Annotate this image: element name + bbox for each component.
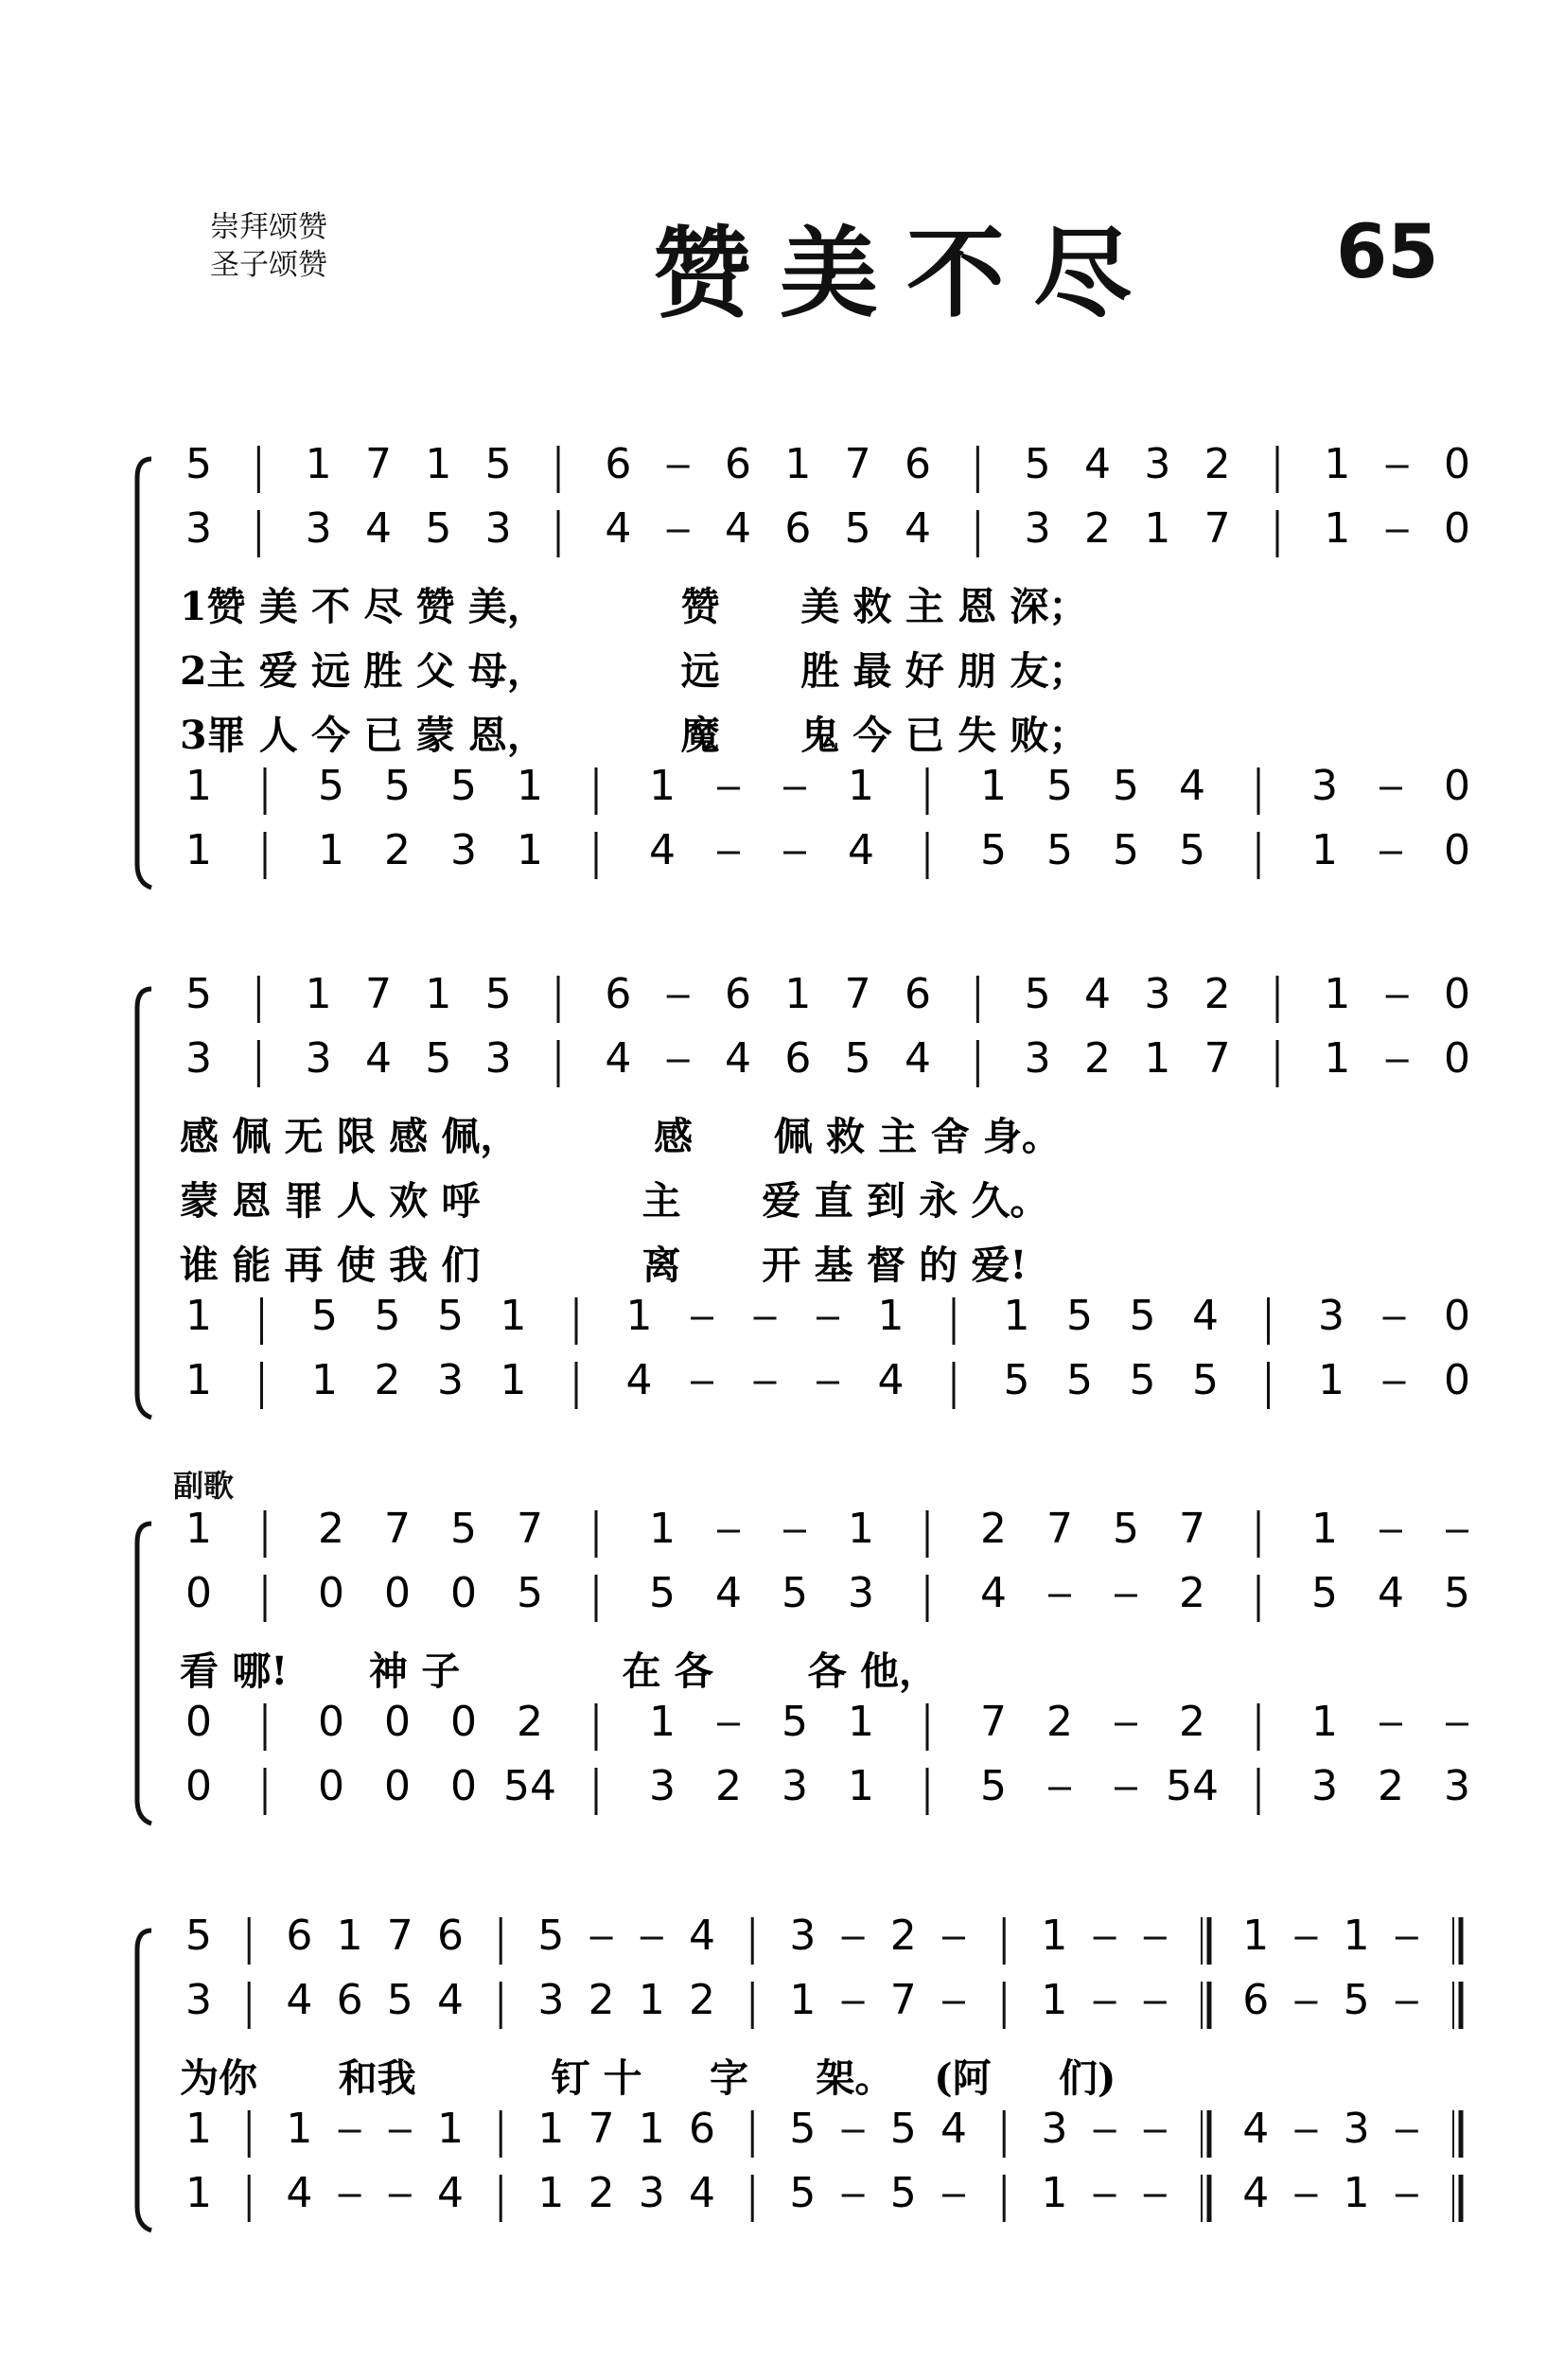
note-number: 7 [384, 1505, 411, 1553]
note-number: 1 [425, 970, 452, 1018]
note-number: 5 [1046, 762, 1073, 810]
note-number: 5 [889, 2105, 917, 2153]
note-number: 5 [318, 762, 344, 810]
note-number: 2 [1378, 1762, 1404, 1810]
note-number: 5 [1311, 1569, 1338, 1617]
note-number: 3 [1041, 2105, 1068, 2153]
note-number: 5 [844, 1034, 871, 1083]
note-number: 4 [437, 1976, 464, 2024]
note-number: 1 [649, 1698, 676, 1746]
note-number: 1 [1324, 1034, 1351, 1083]
note-number: 5 [425, 504, 452, 553]
note-number: 1 [500, 1356, 527, 1404]
note-number: 3 [437, 1356, 464, 1404]
note-number: 5 [386, 1976, 413, 2024]
note-number: 1 [318, 826, 344, 874]
note-number: 7 [1179, 1505, 1205, 1553]
note-number: 3 [305, 1034, 332, 1083]
note-number: 3 [789, 1912, 817, 1960]
note-number: 4 [940, 2105, 967, 2153]
note-number: 0 [1444, 826, 1470, 874]
lyric-line: 1赞 美 不 尽 赞 美， 赞 美 救 主 恩 深； [180, 584, 1088, 629]
note-number: 1 [336, 1912, 363, 1960]
note-number: 2 [1204, 970, 1231, 1018]
system-bracket [137, 459, 151, 888]
note-number: 7 [588, 2105, 615, 2153]
note-number: 5 [980, 1762, 1007, 1810]
note-number: 5 [450, 762, 477, 810]
note-number: 1 [1041, 1912, 1068, 1960]
note-number: 5 [1024, 970, 1051, 1018]
note-number: 1 [537, 2169, 565, 2217]
note-number: 6 [1242, 1976, 1270, 2024]
note-number: 2 [318, 1505, 344, 1553]
note-number: 6 [725, 440, 751, 488]
note-number: 1 [1144, 1034, 1171, 1083]
note-number: 5 [1003, 1356, 1030, 1404]
note-number: 1 [185, 2169, 212, 2217]
note-number: 0 [384, 1762, 411, 1810]
note-number: 4 [286, 1976, 313, 2024]
note-number: 4 [725, 1034, 751, 1083]
note-number: 5 [1129, 1356, 1156, 1404]
note-number: 1 [649, 762, 676, 810]
note-number: 6 [605, 440, 632, 488]
note-number: 3 [185, 1034, 212, 1083]
note-number: 1 [185, 762, 212, 810]
note-number: 7 [1204, 1034, 1231, 1083]
note-number: 2 [689, 1976, 715, 2024]
note-number: 2 [1084, 504, 1111, 553]
note-number: 6 [905, 440, 931, 488]
note-number: 6 [689, 2105, 715, 2153]
note-number: 7 [365, 440, 392, 488]
note-number: 4 [605, 1034, 632, 1083]
note-number: 4 [1242, 2169, 1270, 2217]
note-number: 3 [1444, 1762, 1470, 1810]
note-number: 1 [286, 2105, 313, 2153]
note-number: 5 [1113, 826, 1139, 874]
note-number: 0 [1444, 762, 1470, 810]
note-number: 2 [1084, 1034, 1111, 1083]
note-number: 1 [789, 1976, 817, 2024]
note-number: 4 [365, 504, 392, 553]
note-number: 5 [185, 440, 212, 488]
note-number: 3 [782, 1762, 808, 1810]
note-number: 1 [848, 1762, 874, 1810]
note-number: 2 [715, 1762, 742, 1810]
note-number: 6 [336, 1976, 363, 2024]
note-number: 0 [1444, 1292, 1470, 1340]
note-number: 4 [605, 504, 632, 553]
note-number: 7 [1046, 1505, 1073, 1553]
note-number: 5 [1066, 1292, 1093, 1340]
note-number: 0 [1444, 504, 1470, 553]
lyric-line: 看 哪! 神 子 在 各 各 他， [180, 1648, 938, 1694]
note-number: 3 [848, 1569, 874, 1617]
note-number: 0 [384, 1698, 411, 1746]
note-number: 4 [848, 826, 874, 874]
note-number: 4 [689, 1912, 715, 1960]
note-number: 2 [517, 1698, 543, 1746]
note-number: 4 [1378, 1569, 1404, 1617]
note-number: 0 [318, 1762, 344, 1810]
note-number: 1 [311, 1356, 338, 1404]
note-number: 1 [638, 1976, 665, 2024]
note-number: 4 [715, 1569, 742, 1617]
note-number: 5 [537, 1912, 565, 1960]
note-number: 5 [1024, 440, 1051, 488]
note-number: 3 [638, 2169, 665, 2217]
note-number: 3 [1343, 2105, 1370, 2153]
note-number: 1 [437, 2105, 464, 2153]
note-number: 1 [305, 970, 332, 1018]
note-number: 1 [1324, 504, 1351, 553]
note-number: 1 [980, 762, 1007, 810]
note-number: 6 [286, 1912, 313, 1960]
note-number: 4 [1084, 970, 1111, 1018]
note-number: 5 [844, 504, 871, 553]
note-number: 1 [625, 1292, 653, 1340]
note-number: 7 [889, 1976, 917, 2024]
note-number: 0 [1444, 1356, 1470, 1404]
note-number: 1 [185, 826, 212, 874]
lyric-line: 为你 和我 钉 十 字 架。 (阿 们) [180, 2055, 1116, 2101]
note-number: 3 [185, 504, 212, 553]
note-number: 1 [517, 762, 543, 810]
note-number: 6 [784, 1034, 812, 1083]
note-number: 54 [1166, 1762, 1219, 1810]
note-number: 4 [625, 1356, 653, 1404]
note-number: 4 [286, 2169, 313, 2217]
note-number: 1 [537, 2105, 565, 2153]
note-number: 1 [185, 2105, 212, 2153]
note-number: 54 [503, 1762, 556, 1810]
note-number: 5 [185, 970, 212, 1018]
note-number: 5 [1192, 1356, 1219, 1404]
note-number: 6 [725, 970, 751, 1018]
note-number: 1 [185, 1356, 212, 1404]
note-number: 7 [1204, 504, 1231, 553]
note-number: 1 [649, 1505, 676, 1553]
note-number: 4 [905, 1034, 931, 1083]
note-number: 4 [980, 1569, 1007, 1617]
note-number: 5 [384, 762, 411, 810]
note-number: 1 [1242, 1912, 1270, 1960]
note-number: 4 [689, 2169, 715, 2217]
system-bracket [137, 1930, 151, 2230]
note-number: 5 [437, 1292, 464, 1340]
note-number: 0 [185, 1762, 212, 1810]
note-number: 1 [305, 440, 332, 488]
note-number: 7 [980, 1698, 1007, 1746]
note-number: 3 [484, 504, 512, 553]
note-number: 5 [1113, 762, 1139, 810]
note-number: 3 [649, 1762, 676, 1810]
note-number: 0 [450, 1569, 477, 1617]
note-number: 5 [450, 1505, 477, 1553]
note-number: 4 [877, 1356, 905, 1404]
note-number: 5 [1129, 1292, 1156, 1340]
note-number: 2 [384, 826, 411, 874]
note-number: 1 [1343, 1912, 1370, 1960]
note-number: 3 [484, 1034, 512, 1083]
note-number: 4 [905, 504, 931, 553]
note-number: 3 [305, 504, 332, 553]
note-number: 1 [185, 1292, 212, 1340]
note-number: 7 [517, 1505, 543, 1553]
note-number: 3 [1024, 504, 1051, 553]
note-number: 2 [1179, 1569, 1205, 1617]
lyric-line: 谁 能 再 使 我 们 离 开 基 督 的 爱! [180, 1243, 1028, 1288]
note-number: 2 [1179, 1698, 1205, 1746]
note-number: 1 [1324, 970, 1351, 1018]
note-number: 5 [782, 1698, 808, 1746]
hymn-title: 赞美不尽 [653, 215, 1161, 331]
note-number: 5 [1343, 1976, 1370, 2024]
note-number: 6 [605, 970, 632, 1018]
note-number: 5 [517, 1569, 543, 1617]
note-number: 0 [185, 1569, 212, 1617]
lyric-line: 2主 爱 远 胜 父 母， 远 胜 最 好 朋 友； [180, 648, 1088, 694]
note-number: 1 [1041, 2169, 1068, 2217]
note-number: 5 [1066, 1356, 1093, 1404]
note-number: 3 [450, 826, 477, 874]
note-number: 4 [649, 826, 676, 874]
note-number: 2 [980, 1505, 1007, 1553]
note-number: 2 [1046, 1698, 1073, 1746]
note-number: 0 [1444, 440, 1470, 488]
system-bracket [137, 989, 151, 1418]
note-number: 5 [980, 826, 1007, 874]
note-number: 1 [877, 1292, 905, 1340]
note-number: 3 [185, 1976, 212, 2024]
note-number: 1 [500, 1292, 527, 1340]
note-number: 4 [365, 1034, 392, 1083]
note-number: 1 [848, 1698, 874, 1746]
note-number: 5 [649, 1569, 676, 1617]
note-number: 3 [1024, 1034, 1051, 1083]
note-number: 1 [517, 826, 543, 874]
note-number: 4 [725, 504, 751, 553]
lyric-line: 蒙 恩 罪 人 欢 呼 主 爱 直 到 永 久。 [180, 1178, 1049, 1224]
note-number: 0 [318, 1569, 344, 1617]
note-number: 0 [384, 1569, 411, 1617]
note-number: 5 [484, 970, 512, 1018]
note-number: 3 [1144, 440, 1171, 488]
category-label-worship: 崇拜颂赞 [210, 210, 327, 244]
note-number: 4 [1179, 762, 1205, 810]
note-number: 4 [1192, 1292, 1219, 1340]
note-number: 5 [425, 1034, 452, 1083]
note-number: 1 [425, 440, 452, 488]
note-number: 0 [450, 1762, 477, 1810]
note-number: 4 [1084, 440, 1111, 488]
note-number: 7 [844, 440, 871, 488]
note-number: 1 [784, 440, 812, 488]
note-number: 4 [437, 2169, 464, 2217]
note-number: 5 [1046, 826, 1073, 874]
note-number: 5 [484, 440, 512, 488]
note-number: 1 [848, 762, 874, 810]
note-number: 7 [844, 970, 871, 1018]
note-number: 3 [537, 1976, 565, 2024]
note-number: 1 [1311, 1698, 1338, 1746]
note-number: 2 [588, 1976, 615, 2024]
note-number: 2 [1204, 440, 1231, 488]
note-number: 0 [185, 1698, 212, 1746]
note-number: 1 [185, 1505, 212, 1553]
note-number: 5 [311, 1292, 338, 1340]
note-number: 0 [1444, 970, 1470, 1018]
note-number: 5 [185, 1912, 212, 1960]
note-number: 5 [1179, 826, 1205, 874]
note-number: 5 [1113, 1505, 1139, 1553]
note-number: 7 [365, 970, 392, 1018]
note-number: 1 [848, 1505, 874, 1553]
note-number: 6 [437, 1912, 464, 1960]
note-number: 1 [1041, 1976, 1068, 2024]
note-number: 5 [782, 1569, 808, 1617]
note-number: 5 [889, 2169, 917, 2217]
note-number: 1 [1343, 2169, 1370, 2217]
note-number: 5 [789, 2105, 817, 2153]
note-number: 0 [450, 1698, 477, 1746]
note-number: 5 [789, 2169, 817, 2217]
note-number: 4 [1242, 2105, 1270, 2153]
refrain-label: 副歌 [173, 1468, 235, 1504]
note-number: 1 [1144, 504, 1171, 553]
note-number: 2 [889, 1912, 917, 1960]
note-number: 0 [318, 1698, 344, 1746]
note-number: 3 [1318, 1292, 1344, 1340]
note-number: 5 [374, 1292, 401, 1340]
lyric-line: 3罪 人 今 已 蒙 恩， 魔 鬼 今 已 失 败； [180, 713, 1088, 758]
hymn-number: 65 [1336, 210, 1439, 295]
note-number: 2 [374, 1356, 401, 1404]
lyric-line: 感 佩 无 限 感 佩， 感 佩 救 主 舍 身。 [180, 1114, 1061, 1159]
note-number: 0 [1444, 1034, 1470, 1083]
system-bracket [137, 1524, 151, 1824]
note-number: 3 [1144, 970, 1171, 1018]
note-number: 1 [638, 2105, 665, 2153]
note-number: 3 [1311, 762, 1338, 810]
note-number: 6 [784, 504, 812, 553]
category-label-son: 圣子颂赞 [210, 248, 327, 282]
note-number: 2 [588, 2169, 615, 2217]
note-number: 3 [1311, 1762, 1338, 1810]
note-number: 5 [1444, 1569, 1470, 1617]
note-number: 6 [905, 970, 931, 1018]
note-number: 1 [1311, 1505, 1338, 1553]
note-number: 1 [784, 970, 812, 1018]
note-number: 1 [1003, 1292, 1030, 1340]
note-number: 1 [1318, 1356, 1344, 1404]
note-number: 7 [386, 1912, 413, 1960]
note-number: 1 [1324, 440, 1351, 488]
note-number: 1 [1311, 826, 1338, 874]
